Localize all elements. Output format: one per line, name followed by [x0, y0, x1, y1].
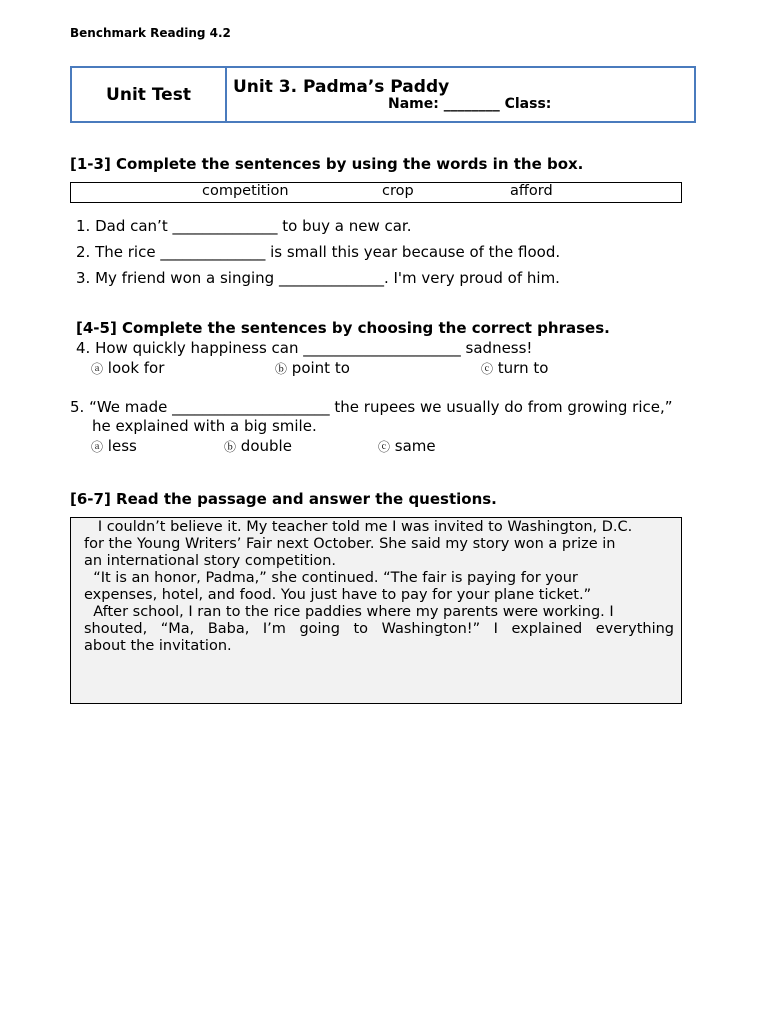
question-1: 1. Dad can’t ______________ to buy a new car. [76, 217, 412, 235]
passage-line: I couldn’t believe it. My teacher told me I was invited to Washington, D.C. [84, 519, 633, 535]
circled-c-icon: ⓒ [481, 362, 494, 376]
unit-test-label: Unit Test [72, 68, 227, 121]
question-5-line2: he explained with a big smile. [92, 417, 317, 435]
option-label: same [394, 437, 436, 455]
section2-heading: [4-5] Complete the sentences by choosing the correct phrases. [76, 319, 610, 337]
q4-option-a[interactable] [91, 359, 164, 377]
option-label: point to [291, 359, 350, 377]
passage-line: an international story competition. [84, 553, 337, 569]
q5-option-a[interactable] [91, 437, 137, 455]
passage-line: “It is an honor, Padma,” she continued. “The fair is paying for your [84, 570, 578, 586]
circled-b-icon: ⓑ [275, 362, 288, 376]
name-class-line: Name: ________ Class: [388, 96, 552, 112]
q4-option-b[interactable] [275, 359, 350, 377]
circled-b-icon: ⓑ [224, 440, 237, 454]
word-box-item: afford [510, 183, 553, 199]
option-label: look for [107, 359, 165, 377]
passage-line: about the invitation. [84, 638, 232, 654]
option-label: less [107, 437, 137, 455]
unit-title: Unit 3. Padma’s Paddy [233, 77, 450, 97]
option-label: double [240, 437, 292, 455]
q5-option-c[interactable] [378, 437, 436, 455]
document-header: Benchmark Reading 4.2 [70, 26, 231, 40]
passage-line: After school, I ran to the rice paddies where my parents were working. I [84, 604, 614, 620]
question-3: 3. My friend won a singing ______________. I'm very proud of him. [76, 269, 560, 287]
word-box-item: crop [382, 183, 414, 199]
passage-line: expenses, hotel, and food. You just have to pay for your plane ticket.” [84, 587, 592, 603]
word-box-item: competition [202, 183, 289, 199]
question-5-line1: 5. “We made _____________________ the rupees we usually do from growing rice,” [70, 398, 673, 416]
passage-line: for the Young Writers’ Fair next October. She said my story won a prize in [84, 536, 616, 552]
circled-a-icon: ⓐ [91, 440, 104, 454]
q4-option-c[interactable] [481, 359, 548, 377]
question-4: 4. How quickly happiness can _____________________ sadness! [76, 339, 533, 357]
question-2: 2. The rice ______________ is small this year because of the flood. [76, 243, 561, 261]
circled-a-icon: ⓐ [91, 362, 104, 376]
circled-c-icon: ⓒ [378, 440, 391, 454]
section1-heading: [1-3] Complete the sentences by using the words in the box. [70, 155, 584, 173]
q5-option-b[interactable] [224, 437, 292, 455]
section3-heading: [6-7] Read the passage and answer the questions. [70, 490, 497, 508]
reading-passage [70, 517, 682, 704]
title-block [70, 66, 696, 123]
word-box [70, 182, 682, 203]
option-label: turn to [497, 359, 549, 377]
passage-line: shouted, “Ma, Baba, I’m going to Washington!” I explained everything [84, 621, 674, 637]
